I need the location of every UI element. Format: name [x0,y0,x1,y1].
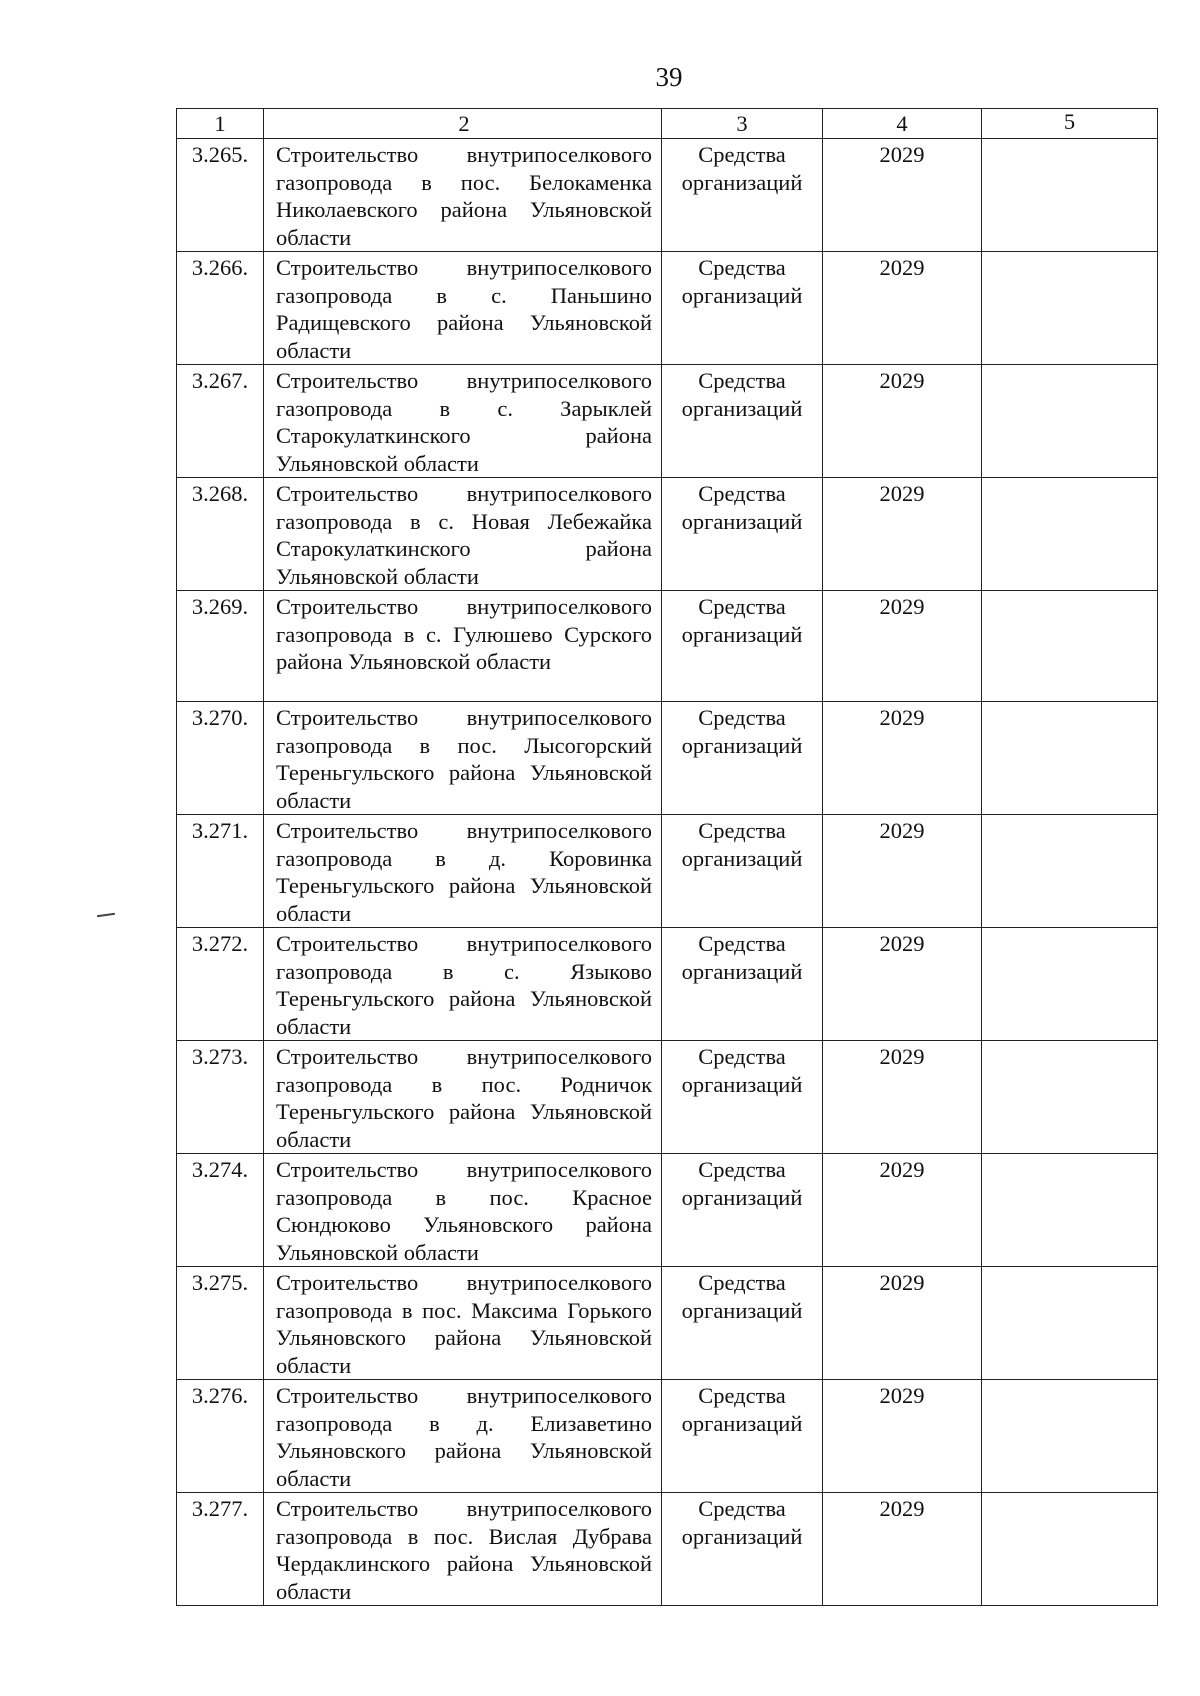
row-funding-source: Средства организаций [662,702,823,815]
row-funding-source: Средства организаций [662,478,823,591]
row-funding-source: Средства организаций [662,1041,823,1154]
row-note [982,1267,1158,1380]
table-body [177,139,1158,1606]
table-header [177,109,1158,139]
row-year: 2029 [823,1493,982,1606]
program-table [176,108,1158,1606]
table-row [177,1267,1158,1380]
page-number: 39 [655,62,683,92]
row-note [982,1154,1158,1267]
row-number: 3.265. [177,139,264,252]
row-year: 2029 [823,815,982,928]
row-note [982,139,1158,252]
row-note [982,815,1158,928]
row-year: 2029 [823,591,982,702]
row-year: 2029 [823,702,982,815]
header-col-2: 2 [264,109,662,139]
row-number: 3.277. [177,1493,264,1606]
table-row [177,928,1158,1041]
row-year: 2029 [823,252,982,365]
row-note [982,252,1158,365]
table-row [177,478,1158,591]
table-row [177,1493,1158,1606]
row-year: 2029 [823,365,982,478]
row-number: 3.273. [177,1041,264,1154]
table-row [177,1380,1158,1493]
row-note [982,365,1158,478]
row-description: Строительство внутрипоселкового газопровода в пос. Лысогорский Тереньгульского района Ульяновской области [264,702,662,815]
row-number: 3.272. [177,928,264,1041]
row-funding-source: Средства организаций [662,1267,823,1380]
header-col-3: 3 [662,109,823,139]
row-funding-source: Средства организаций [662,365,823,478]
row-number: 3.275. [177,1267,264,1380]
margin-mark [97,913,115,917]
row-note [982,702,1158,815]
row-number: 3.274. [177,1154,264,1267]
row-funding-source: Средства организаций [662,815,823,928]
row-description: Строительство внутрипоселкового газопровода в с. Новая Лебежайка Старокулаткинского района Ульяновской области [264,478,662,591]
row-year: 2029 [823,478,982,591]
row-description: Строительство внутрипоселкового газопровода в пос. Белокаменка Николаевского района Ульяновской области [264,139,662,252]
row-year: 2029 [823,139,982,252]
row-description: Строительство внутрипоселкового газопровода в д. Коровинка Тереньгульского района Ульяновской области [264,815,662,928]
row-funding-source: Средства организаций [662,1154,823,1267]
row-description: Строительство внутрипоселкового газопровода в с. Паньшино Радищевского района Ульяновской области [264,252,662,365]
row-year: 2029 [823,1267,982,1380]
row-funding-source: Средства организаций [662,252,823,365]
header-col-1: 1 [177,109,264,139]
header-col-5: 5 [982,109,1158,139]
row-number: 3.271. [177,815,264,928]
header-row [177,109,1158,139]
table-row [177,252,1158,365]
row-description: Строительство внутрипоселкового газопровода в с. Гулюшево Сурского района Ульяновской области [264,591,662,702]
row-number: 3.269. [177,591,264,702]
row-year: 2029 [823,1154,982,1267]
row-description: Строительство внутрипоселкового газопровода в с. Зарыклей Старокулаткинского района Ульяновской области [264,365,662,478]
row-description: Строительство внутрипоселкового газопровода в пос. Вислая Дубрава Чердаклинского района Ульяновской области [264,1493,662,1606]
row-funding-source: Средства организаций [662,139,823,252]
row-number: 3.270. [177,702,264,815]
row-funding-source: Средства организаций [662,1380,823,1493]
row-number: 3.266. [177,252,264,365]
row-year: 2029 [823,1380,982,1493]
table-row [177,1154,1158,1267]
row-funding-source: Средства организаций [662,928,823,1041]
table-row [177,815,1158,928]
row-description: Строительство внутрипоселкового газопровода в пос. Максима Горького Ульяновского района Ульяновской области [264,1267,662,1380]
table-row [177,1041,1158,1154]
row-year: 2029 [823,928,982,1041]
table-row [177,702,1158,815]
row-funding-source: Средства организаций [662,591,823,702]
row-year: 2029 [823,1041,982,1154]
header-col-4: 4 [823,109,982,139]
row-note [982,1041,1158,1154]
row-note [982,928,1158,1041]
row-number: 3.276. [177,1380,264,1493]
row-note [982,478,1158,591]
row-description: Строительство внутрипоселкового газопровода в пос. Родничок Тереньгульского района Ульяновской области [264,1041,662,1154]
row-number: 3.268. [177,478,264,591]
row-description: Строительство внутрипоселкового газопровода в д. Елизаветино Ульяновского района Ульяновской области [264,1380,662,1493]
row-number: 3.267. [177,365,264,478]
table-row [177,139,1158,252]
table-row [177,591,1158,702]
row-description: Строительство внутрипоселкового газопровода в пос. Красное Сюндюково Ульяновского района Ульяновской области [264,1154,662,1267]
row-note [982,591,1158,702]
row-note [982,1493,1158,1606]
row-funding-source: Средства организаций [662,1493,823,1606]
table-row [177,365,1158,478]
row-note [982,1380,1158,1493]
row-description: Строительство внутрипоселкового газопровода в с. Языково Тереньгульского района Ульяновской области [264,928,662,1041]
